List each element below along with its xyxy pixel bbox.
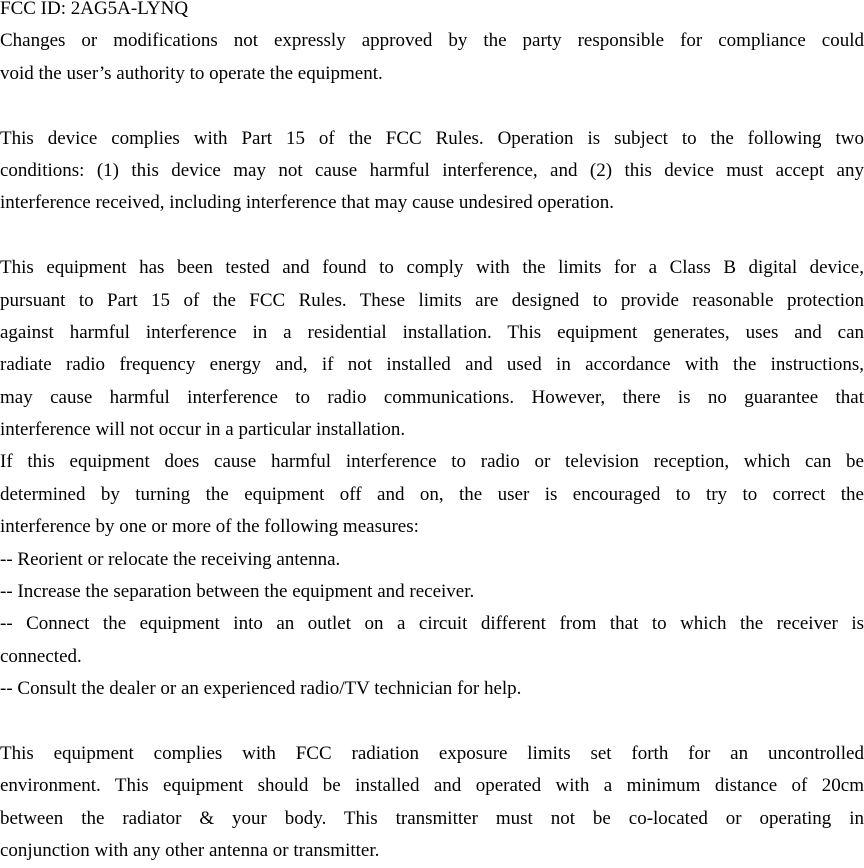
paragraph-spacer (0, 90, 864, 122)
part15-line-2: conditions: (1) this device may not cause harmful interference, and (2) this device must accept any (0, 159, 864, 181)
modifications-line-1: Changes or modifications not expressly approved by the party responsible for compliance could (0, 30, 864, 52)
class-b-line-1: This equipment has been tested and found to comply with the limits for a Class B digital device, (0, 257, 864, 279)
rf-exposure-line-1: This equipment complies with FCC radiation exposure limits set forth for an uncontrolled (0, 742, 864, 764)
measure-connect-outlet: -- Connect the equipment into an outlet on a circuit different from that to which the receiver is (0, 613, 864, 635)
measure-connect-outlet-cont: connected. (0, 645, 82, 667)
measure-reorient: -- Reorient or relocate the receiving antenna. (0, 548, 341, 570)
rf-exposure-line-4: conjunction with any other antenna or transmitter. (0, 840, 380, 862)
class-b-line-3: against harmful interference in a residential installation. This equipment generates, uses and can (0, 321, 864, 343)
part15-line-3: interference received, including interference that may cause undesired operation. (0, 192, 615, 214)
rf-exposure-line-3: between the radiator & your body. This transmitter must not be co-located or operating in (0, 807, 864, 829)
rf-exposure-line-2: environment. This equipment should be installed and operated with a minimum distance of 20cm (0, 775, 864, 797)
part15-line-1: This device complies with Part 15 of the FCC Rules. Operation is subject to the following two (0, 127, 864, 149)
measure-increase-separation: -- Increase the separation between the equipment and receiver. (0, 581, 475, 603)
fcc-id-line: FCC ID: 2AG5A-LYNQ (0, 0, 189, 19)
class-b-line-5: may cause harmful interference to radio communications. However, there is no guarantee that (0, 386, 864, 408)
interference-line-3: interference by one or more of the following measures: (0, 516, 419, 538)
paragraph-spacer (0, 220, 864, 252)
class-b-line-4: radiate radio frequency energy and, if not installed and used in accordance with the instructions, (0, 354, 864, 376)
interference-line-2: determined by turning the equipment off and on, the user is encouraged to try to correct the (0, 483, 864, 505)
class-b-line-6: interference will not occur in a particular installation. (0, 419, 406, 441)
modifications-line-2: void the user’s authority to operate the equipment. (0, 62, 383, 84)
paragraph-spacer (0, 706, 864, 738)
class-b-line-2: pursuant to Part 15 of the FCC Rules. These limits are designed to provide reasonable protection (0, 289, 864, 311)
interference-line-1: If this equipment does cause harmful interference to radio or television reception, which can be (0, 451, 864, 473)
measure-consult-dealer: -- Consult the dealer or an experienced radio/TV technician for help. (0, 678, 522, 700)
